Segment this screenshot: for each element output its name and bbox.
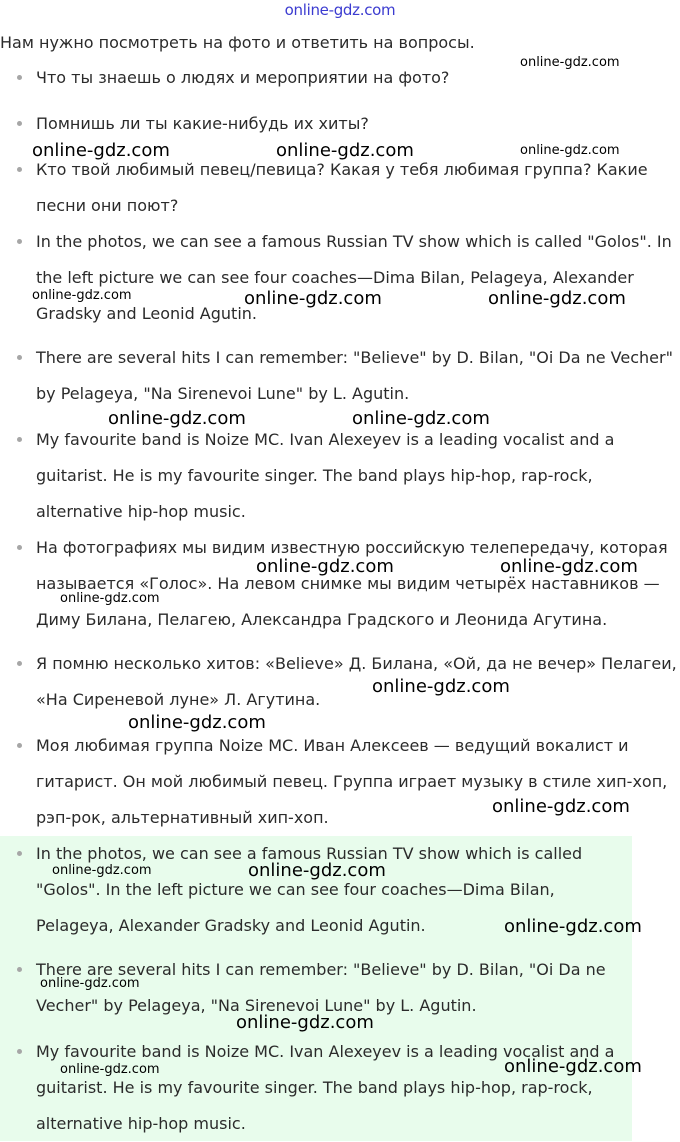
text-line: guitarist. He is my favourite singer. The band plays hip-hop, rap-rock, xyxy=(36,1078,593,1097)
watermark: online-gdz.com xyxy=(128,712,266,733)
watermark: online-gdz.com xyxy=(60,1062,160,1077)
text-line: «На Сиреневой луне» Л. Агутина. xyxy=(36,690,321,709)
text-line: There are several hits I can remember: "Believe" by D. Bilan, "Oi Da ne xyxy=(36,960,606,979)
text-line: гитарист. Он мой любимый певец. Группа играет музыку в стиле хип-хоп, xyxy=(36,772,668,791)
watermark: online-gdz.com xyxy=(236,1012,374,1033)
bullet-icon xyxy=(17,239,22,244)
list-item-text xyxy=(36,152,648,224)
watermark: online-gdz.com xyxy=(504,916,642,937)
text-line: My favourite band is Noize MC. Ivan Alexeyev is a leading vocalist and a xyxy=(36,430,615,449)
bullet-icon xyxy=(17,437,22,442)
list-item-text xyxy=(36,106,369,142)
bullet-icon xyxy=(17,355,22,360)
text-line: In the photos, we can see a famous Russian TV show which is called "Golos". In xyxy=(36,232,672,251)
text-line: Pelageya, Alexander Gradsky and Leonid Agutin. xyxy=(36,916,426,935)
bullet-icon xyxy=(17,743,22,748)
text-line: My favourite band is Noize MC. Ivan Alexeyev is a leading vocalist and a xyxy=(36,1042,615,1061)
watermark: online-gdz.com xyxy=(52,863,152,878)
text-line: На фотографиях мы видим известную российскую телепередачу, которая xyxy=(36,538,668,557)
bullet-icon xyxy=(17,1049,22,1054)
list-item-text xyxy=(36,1034,614,1142)
text-line: guitarist. He is my favourite singer. The band plays hip-hop, rap-rock, xyxy=(36,466,593,485)
text-line: называется «Голос». На левом снимке мы видим четырёх наставников — xyxy=(36,574,660,593)
text-line: Что ты знаешь о людях и мероприятии на фото? xyxy=(36,68,450,87)
bullet-icon xyxy=(17,167,22,172)
bullet-icon xyxy=(17,121,22,126)
watermark: online-gdz.com xyxy=(372,676,510,697)
bullet-icon xyxy=(17,545,22,550)
list-item-text xyxy=(36,60,449,96)
text-line: Кто твой любимый певец/певица? Какая у тебя любимая группа? Какие xyxy=(36,160,648,179)
text-line: "Golos". In the left picture we can see four coaches—Dima Bilan, xyxy=(36,880,555,899)
text-line: Vecher" by Pelageya, "Na Sirenevoi Lune" by L. Agutin. xyxy=(36,996,477,1015)
text-line: Gradsky and Leonid Agutin. xyxy=(36,304,257,323)
watermark: online-gdz.com xyxy=(520,55,620,70)
bullet-icon xyxy=(17,967,22,972)
text-line: Я помню несколько хитов: «Believe» Д. Билана, «Ой, да не вечер» Пелагеи, xyxy=(36,654,677,673)
watermark: online-gdz.com xyxy=(108,408,246,429)
intro-text: Нам нужно посмотреть на фото и ответить на вопросы. xyxy=(0,33,475,52)
list-item-text xyxy=(36,224,672,332)
list-item-text xyxy=(36,530,668,638)
watermark: online-gdz.com xyxy=(244,288,382,309)
watermark: online-gdz.com xyxy=(40,976,140,991)
text-line: the left picture we can see four coaches—Dima Bilan, Pelageya, Alexander xyxy=(36,268,634,287)
text-line: Моя любимая группа Noize MC. Иван Алексеев — ведущий вокалист и xyxy=(36,736,629,755)
text-line: Помнишь ли ты какие-нибудь их хиты? xyxy=(36,114,369,133)
watermark: online-gdz.com xyxy=(276,140,414,161)
list-item-text xyxy=(36,422,614,530)
list-item-text xyxy=(36,728,667,836)
text-line: alternative hip-hop music. xyxy=(36,502,246,521)
bullet-icon xyxy=(17,851,22,856)
text-line: рэп-рок, альтернативный хип-хоп. xyxy=(36,808,329,827)
text-line: Диму Билана, Пелагею, Александра Градского и Леонида Агутина. xyxy=(36,610,608,629)
watermark: online-gdz.com xyxy=(520,143,620,158)
text-line: by Pelageya, "Na Sirenevoi Lune" by L. Agutin. xyxy=(36,384,410,403)
list-item-text xyxy=(36,646,677,718)
watermark: online-gdz.com xyxy=(32,288,132,303)
watermark: online-gdz.com xyxy=(504,1056,642,1077)
watermark: online-gdz.com xyxy=(488,288,626,309)
text-line: песни они поют? xyxy=(36,196,179,215)
watermark: online-gdz.com xyxy=(32,140,170,161)
list-item-text xyxy=(36,836,582,944)
bullet-icon xyxy=(17,661,22,666)
site-watermark-header: online-gdz.com xyxy=(284,1,396,19)
watermark: online-gdz.com xyxy=(492,796,630,817)
text-line: There are several hits I can remember: "Believe" by D. Bilan, "Oi Da ne Vecher" xyxy=(36,348,673,367)
bullet-icon xyxy=(17,75,22,80)
list-item-text xyxy=(36,340,673,412)
text-line: In the photos, we can see a famous Russian TV show which is called xyxy=(36,844,583,863)
text-line: alternative hip-hop music. xyxy=(36,1114,246,1133)
watermark: online-gdz.com xyxy=(500,556,638,577)
watermark: online-gdz.com xyxy=(256,556,394,577)
watermark: online-gdz.com xyxy=(352,408,490,429)
watermark: online-gdz.com xyxy=(248,860,386,881)
watermark: online-gdz.com xyxy=(60,591,160,606)
